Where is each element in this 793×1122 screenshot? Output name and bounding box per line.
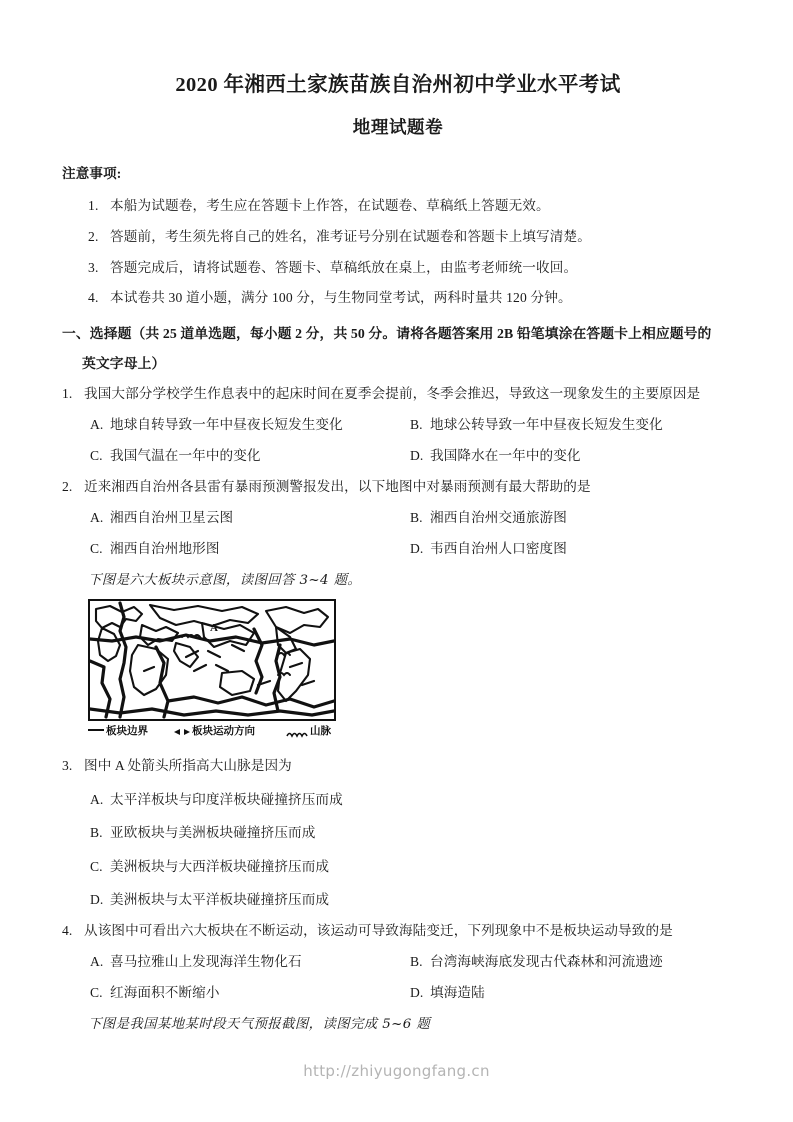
six-plates-figure (62, 587, 734, 742)
option-text: 韦西自治州人口密度图 (430, 540, 567, 556)
option-text: 喜马拉雅山上发现海洋生物化石 (110, 953, 302, 969)
option-d[interactable] (410, 986, 485, 1000)
option-letter: B. (410, 953, 423, 969)
option-letter: C. (90, 447, 103, 463)
option-letter: A. (90, 953, 104, 969)
page-title: 2020 年湘西土家族苗族自治州初中学业水平考试 (175, 74, 621, 96)
option-text: 我国气温在一年中的变化 (110, 447, 261, 463)
notice-item-text: 本试卷共 30 道小题，满分 100 分，与生物同堂考试，两科时量共 120 分钟。 (110, 290, 572, 306)
question-number: 3. (62, 757, 73, 773)
option-grid (62, 938, 734, 1000)
notice-item-text: 本船为试题卷，考生应在答题卡上作答，在试题卷、草稿纸上答题无效。 (110, 198, 550, 214)
option-row (62, 938, 734, 969)
notice-list (62, 182, 734, 304)
option-text: 湘西自治州交通旅游图 (430, 509, 567, 525)
option-letter: D. (410, 540, 424, 556)
question-number: 4. (62, 922, 73, 938)
world-plate-map (88, 599, 336, 721)
notice-item (62, 182, 734, 213)
option-letter: B. (410, 509, 423, 525)
svg-text:A: A (210, 621, 218, 634)
option-text: 美洲板块与太平洋板块碰撞挤压而成 (110, 892, 330, 908)
question-4 (62, 907, 734, 1000)
question-2 (62, 463, 734, 556)
legend-label: 山脉 (310, 725, 331, 737)
option-b[interactable] (410, 511, 567, 525)
question-text: 图中 A 处箭头所指高大山脉是因为 (84, 757, 292, 773)
option-d[interactable] (410, 449, 581, 463)
double-arrow-icon (174, 728, 190, 736)
option-text: 红海面积不断缩小 (110, 984, 220, 1000)
notice-item-number: 4. (88, 290, 99, 306)
option-b[interactable] (410, 955, 663, 969)
option-row (62, 525, 734, 556)
option-a[interactable] (90, 955, 302, 969)
notice-item (62, 274, 734, 305)
section-heading (62, 305, 734, 371)
legend-plate-boundary (88, 724, 148, 740)
page-subtitle: 地理试题卷 (352, 116, 444, 137)
option-row (62, 969, 734, 1000)
notice-item-number: 2. (88, 228, 99, 244)
option-c[interactable] (90, 542, 220, 556)
legend-label: 板块运动方向 (192, 725, 255, 737)
option-text: 地球自转导致一年中昼夜长短发生变化 (110, 416, 343, 432)
option-letter: A. (90, 509, 104, 525)
notice-item-text: 答题完成后，请将试题卷、答题卡、草稿纸放在桌上，由监考老师统一收回。 (110, 259, 578, 275)
option-row (62, 494, 734, 525)
option-letter: C. (90, 858, 103, 874)
option-list (62, 773, 734, 907)
option-letter: D. (410, 984, 424, 1000)
option-a[interactable] (62, 773, 734, 807)
option-text: 我国降水在一年中的变化 (430, 447, 581, 463)
option-letter: B. (90, 825, 103, 841)
figure-caption-before: 下图是六大板块示意图，读图回答 3~4 题。 (88, 572, 362, 588)
notice-item-text: 答题前，考生须先将自己的姓名，准考证号分别在试题卷和答题卡上填写清楚。 (110, 228, 592, 244)
legend-label: 板块边界 (106, 725, 148, 737)
question-text: 近来湘西自治州各县雷有暴雨预测警报发出，以下地图中对暴雨预测有最大帮助的是 (84, 478, 591, 494)
notice-item-number: 3. (88, 259, 99, 275)
option-d[interactable] (410, 542, 567, 556)
watermark-url: http://zhiyugongfang.cn (303, 1062, 490, 1080)
option-c[interactable] (90, 986, 220, 1000)
option-b[interactable] (410, 418, 663, 432)
option-grid (62, 494, 734, 556)
option-text: 湘西自治州地形图 (110, 540, 220, 556)
option-a[interactable] (90, 511, 233, 525)
option-text: 地球公转导致一年中昼夜长短发生变化 (430, 416, 663, 432)
option-text: 湘西自治州卫星云图 (110, 509, 234, 525)
figure-caption-after: 下图是我国某地某时段天气预报截图，读图完成 5~6 题 (88, 1016, 431, 1032)
option-text: 亚欧板块与美洲板块碰撞挤压而成 (110, 825, 316, 841)
option-grid (62, 401, 734, 463)
option-letter: B. (410, 416, 423, 432)
option-c[interactable] (62, 840, 734, 874)
map-legend (88, 724, 338, 742)
option-b[interactable] (62, 806, 734, 840)
question-number: 1. (62, 386, 73, 402)
question-text: 我国大部分学校学生作息表中的起床时间在夏季会提前，冬季会推迟，导致这一现象发生的主要原因是 (84, 386, 701, 402)
option-a[interactable] (90, 418, 343, 432)
legend-plate-motion (174, 724, 255, 740)
notice-heading: 注意事项: (62, 166, 122, 182)
question-stem (62, 387, 734, 401)
option-letter: D. (90, 892, 104, 908)
option-letter: C. (90, 540, 103, 556)
world-plate-map-svg (90, 601, 334, 719)
option-text: 太平洋板块与印度洋板块碰撞挤压而成 (110, 791, 343, 807)
option-letter: A. (90, 791, 104, 807)
section-heading-line1: 一、选择题（共 25 道单选题，每小题 2 分，共 50 分。请将各题答案用 2B 铅笔填涂在答题卡上相应题号的 (62, 325, 712, 341)
solid-line-icon (88, 729, 104, 731)
question-number: 2. (62, 478, 73, 494)
option-row (62, 432, 734, 463)
notice-item (62, 213, 734, 244)
option-letter: D. (410, 447, 424, 463)
question-1 (62, 370, 734, 463)
map-label-A (210, 622, 218, 634)
option-row (62, 401, 734, 432)
notice-item-number: 1. (88, 198, 99, 214)
question-stem (62, 759, 734, 773)
question-3 (62, 742, 734, 907)
option-text: 美洲板块与大西洋板块碰撞挤压而成 (110, 858, 330, 874)
question-stem (62, 924, 734, 938)
question-stem (62, 480, 734, 494)
option-letter: A. (90, 416, 104, 432)
wavy-line-icon (286, 728, 308, 736)
option-text: 台湾海峡海底发现古代森林和河流遗迹 (430, 953, 663, 969)
page-content (62, 0, 734, 1031)
option-c[interactable] (90, 449, 261, 463)
option-text: 填海造陆 (430, 984, 485, 1000)
legend-mountain-range (286, 724, 331, 740)
question-text: 从该图中可看出六大板块在不断运动，该运动可导致海陆变迁，下列现象中不是板块运动导致的是 (84, 922, 673, 938)
option-d[interactable] (62, 873, 734, 907)
option-letter: C. (90, 984, 103, 1000)
notice-item (62, 244, 734, 275)
section-heading-line2: 英文字母上） (82, 355, 166, 371)
